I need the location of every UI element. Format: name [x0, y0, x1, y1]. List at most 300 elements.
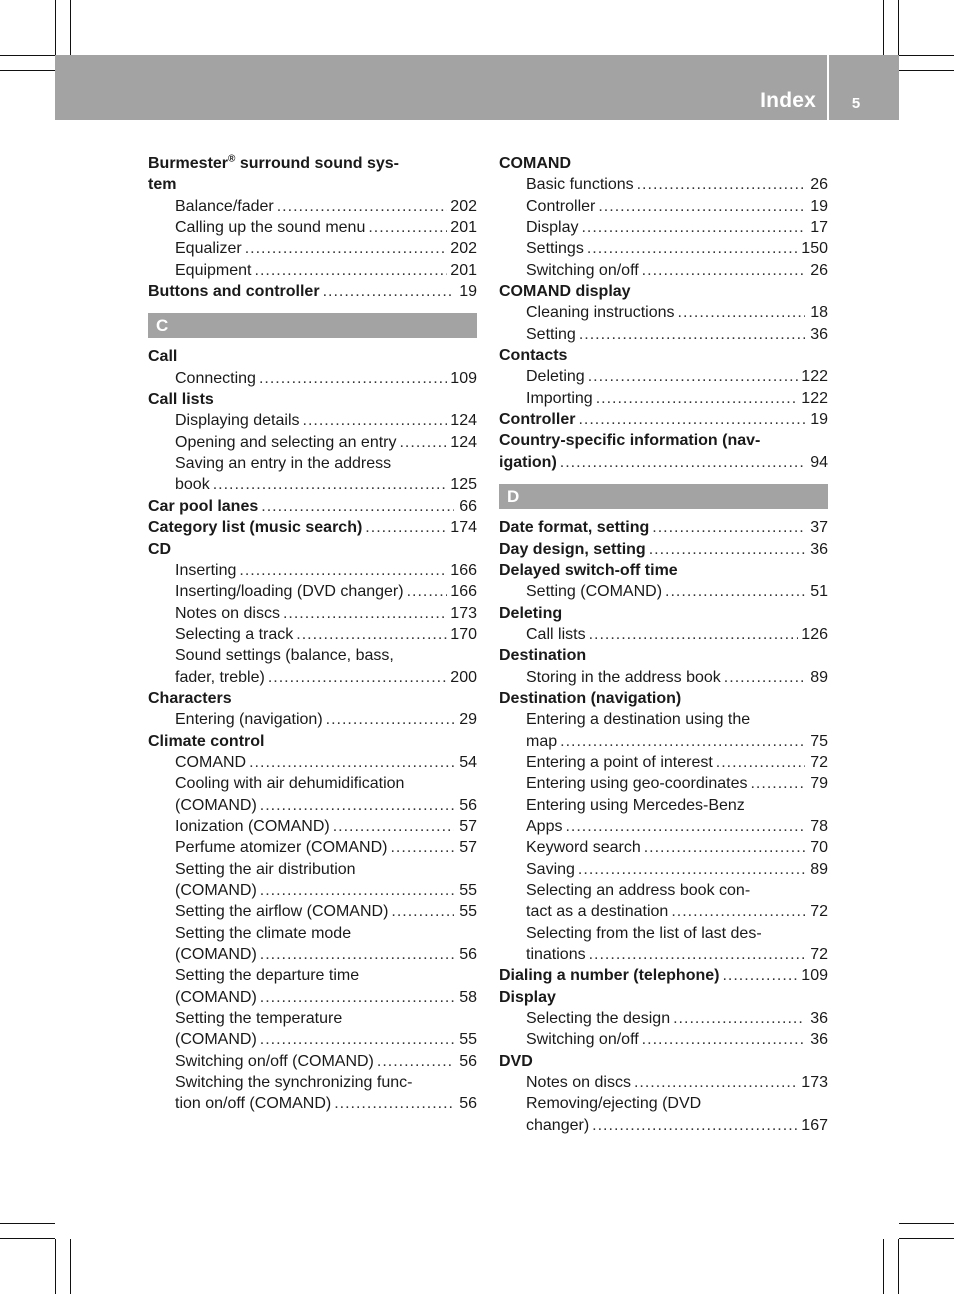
page-reference: 202: [450, 240, 477, 258]
entry-text: COMAND: [499, 155, 571, 172]
index-entry-heading: [499, 603, 828, 624]
page-reference: 57: [459, 817, 477, 835]
dot-leader: [716, 752, 805, 773]
crop-mark: [0, 55, 55, 56]
entry-text: Entering a destination using the: [526, 711, 751, 729]
entry-text: Deleting: [526, 368, 585, 386]
dot-leader: [678, 302, 805, 323]
entry-text: Display: [526, 219, 579, 237]
index-subentry: [499, 366, 828, 387]
crop-mark: [899, 70, 954, 71]
entry-text: igation): [499, 453, 557, 471]
dot-leader: [578, 859, 805, 880]
page-reference: 26: [810, 261, 828, 279]
index-subentry: [148, 773, 477, 794]
index-subentry: [499, 1008, 828, 1029]
index-entry-heading: [499, 965, 828, 986]
dot-leader: [665, 581, 805, 602]
page-reference: 150: [801, 240, 828, 258]
index-entry-heading: [148, 731, 477, 752]
entry-text: Display: [499, 988, 556, 1006]
page-number: 5: [851, 95, 861, 112]
dot-leader: [671, 901, 805, 922]
page-reference: 19: [459, 283, 477, 301]
dot-leader: [634, 1072, 798, 1093]
index-entry-heading: [499, 539, 828, 560]
index-subentry: [499, 196, 828, 217]
dot-leader: [750, 773, 805, 794]
page-reference: 56: [459, 1052, 477, 1070]
index-subentry: [148, 368, 477, 389]
dot-leader: [283, 603, 447, 624]
dot-leader: [588, 366, 799, 387]
entry-text: Notes on discs: [526, 1074, 631, 1092]
index-subentry: [148, 603, 477, 624]
entry-text: Connecting: [175, 369, 256, 387]
header-divider: [827, 55, 829, 120]
index-entry-heading: [499, 1051, 828, 1072]
dot-leader: [399, 432, 447, 453]
index-subentry: [499, 923, 828, 944]
index-entry-heading: [148, 153, 477, 174]
entry-text: Cooling with air dehumidification: [175, 775, 405, 793]
page-reference: 18: [810, 304, 828, 322]
dot-leader: [581, 217, 805, 238]
index-subentry: [148, 217, 477, 238]
section-letter-bar: C: [148, 313, 477, 338]
entry-text: Setting the climate mode: [175, 924, 352, 942]
page-reference: 66: [459, 497, 477, 515]
entry-text: Equipment: [175, 261, 252, 279]
dot-leader: [565, 816, 805, 837]
page-reference: 75: [810, 732, 828, 750]
dot-leader: [260, 795, 454, 816]
index-entry-heading: [499, 517, 828, 538]
page-reference: 51: [810, 583, 828, 601]
dot-leader: [644, 837, 805, 858]
dot-leader: [587, 238, 798, 259]
entry-text: Call lists: [526, 625, 586, 643]
index-entry-heading: [499, 409, 828, 430]
crop-mark: [0, 1238, 55, 1239]
crop-mark: [899, 1223, 954, 1224]
dot-leader: [578, 409, 805, 430]
entry-text: Climate control: [148, 732, 265, 750]
index-subentry: [148, 709, 477, 730]
page-reference: 170: [450, 625, 477, 643]
dot-leader: [652, 517, 805, 538]
page-reference: 166: [450, 561, 477, 579]
entry-text: Perfume atomizer (COMAND): [175, 839, 388, 857]
entry-text: Setting: [526, 325, 576, 343]
dot-leader: [391, 901, 454, 922]
page-reference: 55: [459, 903, 477, 921]
index-entry-heading: [499, 281, 828, 302]
page-reference: 17: [810, 219, 828, 237]
index-subentry: [148, 880, 477, 901]
entry-text: Removing/ejecting (DVD: [526, 1095, 702, 1113]
crop-mark: [55, 1239, 56, 1294]
entry-text: Contacts: [499, 347, 568, 365]
page-reference: 202: [450, 197, 477, 215]
crop-mark: [0, 70, 55, 71]
page-reference: 70: [810, 839, 828, 857]
entry-text: Importing: [526, 389, 593, 407]
entry-text: COMAND: [175, 753, 247, 771]
entry-text: Dialing a number (telephone): [499, 967, 720, 985]
dot-leader: [560, 452, 805, 473]
dot-leader: [642, 260, 805, 281]
section-letter-bar: D: [499, 484, 828, 509]
page-reference: 36: [810, 1010, 828, 1028]
page-reference: 78: [810, 817, 828, 835]
entry-text: Entering using geo-coordinates: [526, 775, 748, 793]
entry-text: Controller: [526, 197, 596, 215]
entry-text: Entering (navigation): [175, 711, 323, 729]
index-subentry: [499, 1115, 828, 1136]
entry-text: tion on/off (COMAND): [175, 1095, 332, 1113]
dot-leader: [268, 667, 447, 688]
index-subentry: [148, 965, 477, 986]
index-subentry: [499, 752, 828, 773]
entry-text: Setting the airflow (COMAND): [175, 903, 389, 921]
page-reference: 167: [801, 1116, 828, 1134]
index-entry-heading: [148, 517, 477, 538]
index-subentry: [148, 795, 477, 816]
page-reference: 26: [810, 176, 828, 194]
dot-leader: [673, 1008, 805, 1029]
dot-leader: [596, 388, 799, 409]
index-subentry: [148, 260, 477, 281]
dot-leader: [589, 624, 799, 645]
entry-text: book: [175, 476, 210, 494]
entry-text: COMAND display: [499, 283, 631, 301]
page-reference: 126: [801, 625, 828, 643]
dot-leader: [368, 217, 447, 238]
crop-mark: [883, 0, 884, 55]
index-entry-heading: [499, 560, 828, 581]
entry-text: Notes on discs: [175, 604, 280, 622]
entry-text: Setting (COMAND): [526, 583, 663, 601]
page-reference: 56: [459, 796, 477, 814]
page-reference: 58: [459, 988, 477, 1006]
index-entry-heading: [148, 688, 477, 709]
dot-leader: [260, 1029, 454, 1050]
entry-text: Inserting/loading (DVD changer): [175, 583, 404, 601]
entry-text: Basic functions: [526, 176, 634, 194]
page-reference: 200: [450, 668, 477, 686]
dot-leader: [323, 281, 454, 302]
index-subentry: [499, 581, 828, 602]
page-reference: 201: [450, 219, 477, 237]
page-reference: 56: [459, 946, 477, 964]
entry-text: Selecting a track: [175, 625, 294, 643]
index-subentry: [148, 432, 477, 453]
index-subentry: [148, 410, 477, 431]
index-subentry: [499, 795, 828, 816]
page-reference: 54: [459, 753, 477, 771]
entry-text: Selecting from the list of last des-: [526, 924, 762, 942]
entry-text: Equalizer: [175, 240, 242, 258]
entry-text: Destination (navigation): [499, 689, 682, 707]
index-entry-heading: [499, 345, 828, 366]
dot-leader: [259, 368, 447, 389]
page-reference: 173: [450, 604, 477, 622]
index-subentry: [148, 923, 477, 944]
entry-text: DVD: [499, 1052, 533, 1070]
page-reference: 55: [459, 1031, 477, 1049]
dot-leader: [724, 667, 805, 688]
dot-leader: [365, 517, 447, 538]
entry-text: tinations: [526, 946, 586, 964]
index-subentry: [148, 859, 477, 880]
page-reference: 36: [810, 1031, 828, 1049]
dot-leader: [260, 880, 454, 901]
dot-leader: [579, 324, 805, 345]
dot-leader: [589, 944, 805, 965]
page-reference: 72: [810, 946, 828, 964]
entry-text: fader, treble): [175, 668, 265, 686]
dot-leader: [560, 731, 805, 752]
entry-text: Keyword search: [526, 839, 641, 857]
entry-text: Apps: [526, 817, 563, 835]
dot-leader: [722, 965, 798, 986]
index-subentry: [499, 217, 828, 238]
index-subentry: [499, 944, 828, 965]
entry-text: Selecting the design: [526, 1010, 671, 1028]
page-reference: 29: [459, 711, 477, 729]
page-reference: 79: [810, 775, 828, 793]
page-reference: 37: [810, 519, 828, 537]
entry-text: Inserting: [175, 561, 237, 579]
entry-text: Delayed switch-off time: [499, 561, 678, 579]
entry-text: (COMAND): [175, 796, 257, 814]
index-subentry: [499, 859, 828, 880]
dot-leader: [213, 474, 448, 495]
entry-text: Switching on/off: [526, 1031, 639, 1049]
index-entry-heading: [499, 452, 828, 473]
index-subentry: [499, 880, 828, 901]
entry-text: Saving: [526, 860, 575, 878]
entry-text: Cleaning instructions: [526, 304, 675, 322]
entry-text: Switching on/off (COMAND): [175, 1052, 374, 1070]
crop-mark: [70, 0, 71, 55]
entry-text: (COMAND): [175, 988, 257, 1006]
page-reference: 56: [459, 1095, 477, 1113]
entry-text: (COMAND): [175, 882, 257, 899]
entry-text: (COMAND): [175, 946, 257, 964]
index-subentry: [148, 1093, 477, 1114]
entry-text: Setting the temperature: [175, 1010, 343, 1028]
index-subentry: [148, 752, 477, 773]
dot-leader: [598, 196, 805, 217]
registered-mark: ®: [228, 153, 236, 165]
entry-text: Ionization (COMAND): [175, 817, 330, 835]
dot-leader: [592, 1115, 798, 1136]
index-subentry: [499, 837, 828, 858]
dot-leader: [260, 944, 454, 965]
entry-text: Saving an entry in the address: [175, 455, 392, 473]
page-reference: 19: [810, 197, 828, 215]
index-entry-heading: [499, 153, 828, 174]
index-subentry: [148, 837, 477, 858]
index-subentry: [148, 816, 477, 837]
crop-mark: [899, 55, 954, 56]
index-subentry: [499, 324, 828, 345]
index-entry-heading: [148, 389, 477, 410]
index-entry-heading: [148, 174, 477, 195]
entry-text: Calling up the sound menu: [175, 219, 366, 237]
index-entry-heading: [148, 281, 477, 302]
index-subentry: [499, 667, 828, 688]
entry-text: tem: [148, 176, 177, 194]
index-subentry: [499, 388, 828, 409]
index-subentry: [148, 1051, 477, 1072]
index-subentry: [499, 260, 828, 281]
entry-text: Buttons and controller: [148, 283, 320, 301]
entry-text: Call: [148, 348, 178, 366]
index-subentry: [148, 1029, 477, 1050]
dot-leader: [333, 816, 454, 837]
index-subentry: [148, 667, 477, 688]
entry-text: Switching on/off: [526, 261, 639, 279]
index-subentry: [148, 645, 477, 666]
entry-text: map: [526, 732, 558, 750]
page-reference: 109: [450, 369, 477, 387]
crop-mark: [883, 1239, 884, 1294]
page-reference: 166: [450, 583, 477, 601]
dot-leader: [334, 1093, 454, 1114]
page-reference: 72: [810, 903, 828, 921]
dot-leader: [296, 624, 447, 645]
index-subentry: [148, 1008, 477, 1029]
index-subentry: [499, 1093, 828, 1114]
index-subentry: [499, 624, 828, 645]
dot-leader: [642, 1029, 805, 1050]
page-reference: 124: [450, 433, 477, 451]
crop-mark: [55, 0, 56, 55]
entry-text: Burmester® surround sound sys-: [148, 153, 399, 172]
entry-text: Entering a point of interest: [526, 753, 713, 771]
dot-leader: [390, 837, 454, 858]
index-subentry: [148, 901, 477, 922]
dot-leader: [245, 238, 448, 259]
entry-text: Setting the departure time: [175, 967, 360, 985]
page-reference: 57: [459, 839, 477, 857]
index-subentry: [499, 1029, 828, 1050]
dot-leader: [249, 752, 454, 773]
page-reference: 55: [459, 882, 477, 899]
index-subentry: [499, 816, 828, 837]
index-subentry: [499, 302, 828, 323]
index-entry-heading: [148, 346, 477, 367]
entry-text: Opening and selecting an entry: [175, 433, 397, 451]
page-reference: 122: [801, 389, 828, 407]
entry-text: Day design, setting: [499, 540, 646, 558]
dot-leader: [239, 560, 447, 581]
dot-leader: [377, 1051, 454, 1072]
dot-leader: [326, 709, 454, 730]
index-subentry: [499, 238, 828, 259]
crop-mark: [70, 1239, 71, 1294]
dot-leader: [255, 260, 448, 281]
page-reference: 89: [810, 860, 828, 878]
page-reference: 201: [450, 261, 477, 279]
page-title: Index: [760, 89, 816, 112]
index-subentry: [148, 987, 477, 1008]
page-reference: 109: [801, 967, 828, 985]
index-subentry: [499, 174, 828, 195]
entry-text: Setting the air distribution: [175, 860, 356, 878]
index-entry-heading: [499, 987, 828, 1008]
entry-text: Controller: [499, 411, 576, 429]
page-reference: 94: [810, 453, 828, 471]
page-reference: 124: [450, 412, 477, 430]
page-reference: 125: [450, 476, 477, 494]
dot-leader: [261, 496, 454, 517]
index-subentry: [148, 581, 477, 602]
page-reference: 173: [801, 1074, 828, 1092]
entry-text: Settings: [526, 240, 584, 258]
page-reference: 36: [810, 325, 828, 343]
dot-leader: [649, 539, 805, 560]
entry-text: Displaying details: [175, 412, 300, 430]
entry-text: Date format, setting: [499, 519, 650, 537]
index-entry-heading: [499, 688, 828, 709]
crop-mark: [899, 1238, 954, 1239]
entry-text: tact as a destination: [526, 903, 669, 921]
index-subentry: [499, 773, 828, 794]
entry-text: Characters: [148, 689, 232, 707]
index-subentry: [148, 196, 477, 217]
index-subentry: [499, 709, 828, 730]
entry-text: Category list (music search): [148, 519, 363, 537]
entry-text: Car pool lanes: [148, 497, 259, 515]
crop-mark: [0, 1223, 55, 1224]
entry-text: changer): [526, 1116, 590, 1134]
entry-text: Balance/fader: [175, 197, 274, 215]
entry-text: Storing in the address book: [526, 668, 721, 686]
index-subentry: [148, 238, 477, 259]
page-reference: 36: [810, 540, 828, 558]
page-reference: 72: [810, 753, 828, 771]
entry-text: Destination: [499, 647, 587, 665]
index-subentry: [148, 560, 477, 581]
entry-text: (COMAND): [175, 1031, 257, 1049]
entry-text: Sound settings (balance, bass,: [175, 647, 394, 665]
index-subentry: [148, 624, 477, 645]
index-subentry: [148, 474, 477, 495]
entry-text: Country-specific information (nav-: [499, 432, 761, 450]
index-subentry: [148, 453, 477, 474]
dot-leader: [303, 410, 448, 431]
index-subentry: [499, 901, 828, 922]
dot-leader: [260, 987, 454, 1008]
index-entry-heading: [148, 496, 477, 517]
page-reference: 89: [810, 668, 828, 686]
index-entry-heading: [148, 539, 477, 560]
index-subentry: [499, 731, 828, 752]
index-subentry: [499, 1072, 828, 1093]
index-subentry: [148, 944, 477, 965]
dot-leader: [637, 174, 805, 195]
dot-leader: [407, 581, 448, 602]
page-reference: 19: [810, 411, 828, 429]
entry-text: Call lists: [148, 391, 214, 409]
entry-text: CD: [148, 540, 172, 558]
entry-text: Entering using Mercedes-Benz: [526, 796, 745, 814]
crop-mark: [898, 1239, 899, 1294]
